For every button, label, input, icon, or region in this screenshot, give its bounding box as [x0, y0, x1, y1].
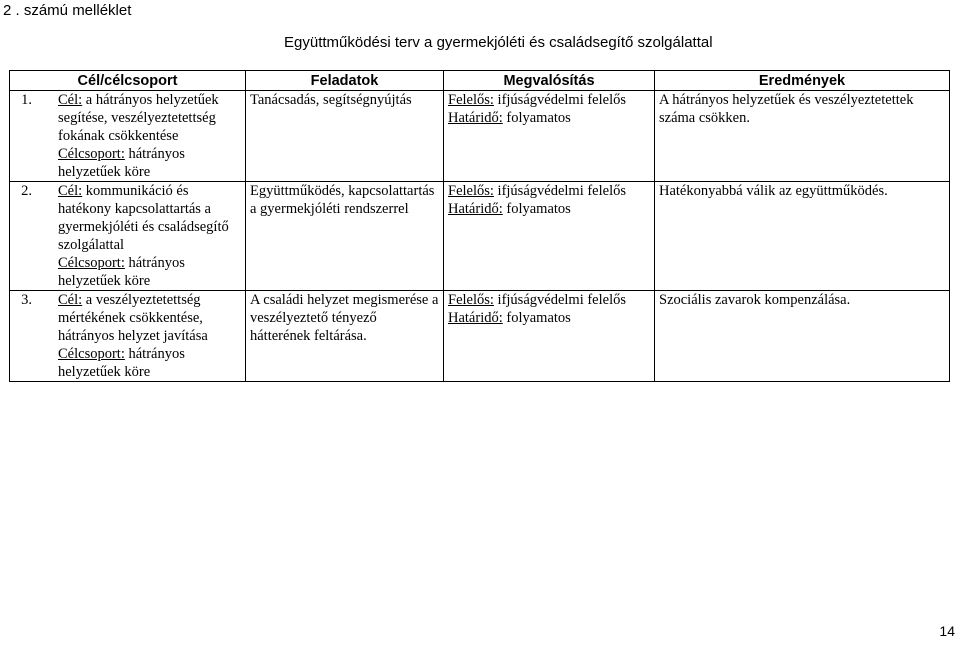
- result-cell: Hatékonyabbá válik az együttműködés.: [655, 182, 950, 291]
- row-number: 2.: [21, 183, 32, 199]
- goal-label: Cél:: [58, 292, 83, 308]
- goal-cell: [10, 182, 246, 291]
- goal-text: a hátrányos helyzetűek segítése, veszélyeztetettség fokának csökkentése: [58, 92, 219, 144]
- cooperation-plan-table: [9, 70, 950, 382]
- target-group-text: hátrányos helyzetűek köre: [58, 146, 185, 180]
- deadline-label: Határidő:: [448, 310, 503, 326]
- table-row: [10, 182, 950, 291]
- responsible-text: ifjúságvédelmi felelős: [497, 92, 626, 108]
- goal-label: Cél:: [58, 183, 83, 199]
- responsible-text: ifjúságvédelmi felelős: [497, 183, 626, 199]
- target-group-label: Célcsoport:: [58, 146, 125, 162]
- table-row: [10, 291, 950, 382]
- target-group-label: Célcsoport:: [58, 255, 125, 271]
- header-goal: Cél/célcsoport: [10, 71, 246, 91]
- row-number: 1.: [21, 92, 32, 108]
- implementation-cell: [444, 182, 655, 291]
- task-cell: Együttműködés, kapcsolattartás a gyermekjóléti rendszerrel: [246, 182, 444, 291]
- target-group-label: Célcsoport:: [58, 346, 125, 362]
- row-number: 3.: [21, 292, 32, 308]
- goal-label: Cél:: [58, 92, 83, 108]
- goal-cell: [10, 291, 246, 382]
- target-group-text: hátrányos helyzetűek köre: [58, 255, 185, 289]
- responsible-text: ifjúságvédelmi felelős: [497, 292, 626, 308]
- task-cell: Tanácsadás, segítségnyújtás: [246, 91, 444, 182]
- header-implementation: Megvalósítás: [444, 71, 655, 91]
- target-group-text: hátrányos helyzetűek köre: [58, 346, 185, 380]
- table-row: [10, 91, 950, 182]
- goal-text: a veszélyeztetettség mértékének csökkentése, hátrányos helyzet javítása: [58, 292, 208, 344]
- goal-text: kommunikáció és hatékony kapcsolattartás a gyermekjóléti és családsegítő szolgálattal: [58, 183, 229, 253]
- implementation-cell: [444, 91, 655, 182]
- result-cell: Szociális zavarok kompenzálása.: [655, 291, 950, 382]
- document-title: Együttműködési terv a gyermekjóléti és családsegítő szolgálattal: [284, 34, 713, 51]
- responsible-label: Felelős:: [448, 183, 494, 199]
- header-tasks: Feladatok: [246, 71, 444, 91]
- deadline-label: Határidő:: [448, 201, 503, 217]
- implementation-cell: [444, 291, 655, 382]
- deadline-label: Határidő:: [448, 110, 503, 126]
- deadline-text: folyamatos: [506, 110, 571, 126]
- deadline-text: folyamatos: [506, 201, 571, 217]
- goal-cell: [10, 91, 246, 182]
- task-cell: A családi helyzet megismerése a veszélyeztető tényező hátterének feltárása.: [246, 291, 444, 382]
- header-results: Eredmények: [655, 71, 950, 91]
- responsible-label: Felelős:: [448, 92, 494, 108]
- page-number: 14: [939, 623, 955, 639]
- annex-label: 2 . számú melléklet: [3, 2, 132, 19]
- deadline-text: folyamatos: [506, 310, 571, 326]
- table-header-row: [10, 71, 950, 91]
- responsible-label: Felelős:: [448, 292, 494, 308]
- result-cell: A hátrányos helyzetűek és veszélyeztetettek száma csökken.: [655, 91, 950, 182]
